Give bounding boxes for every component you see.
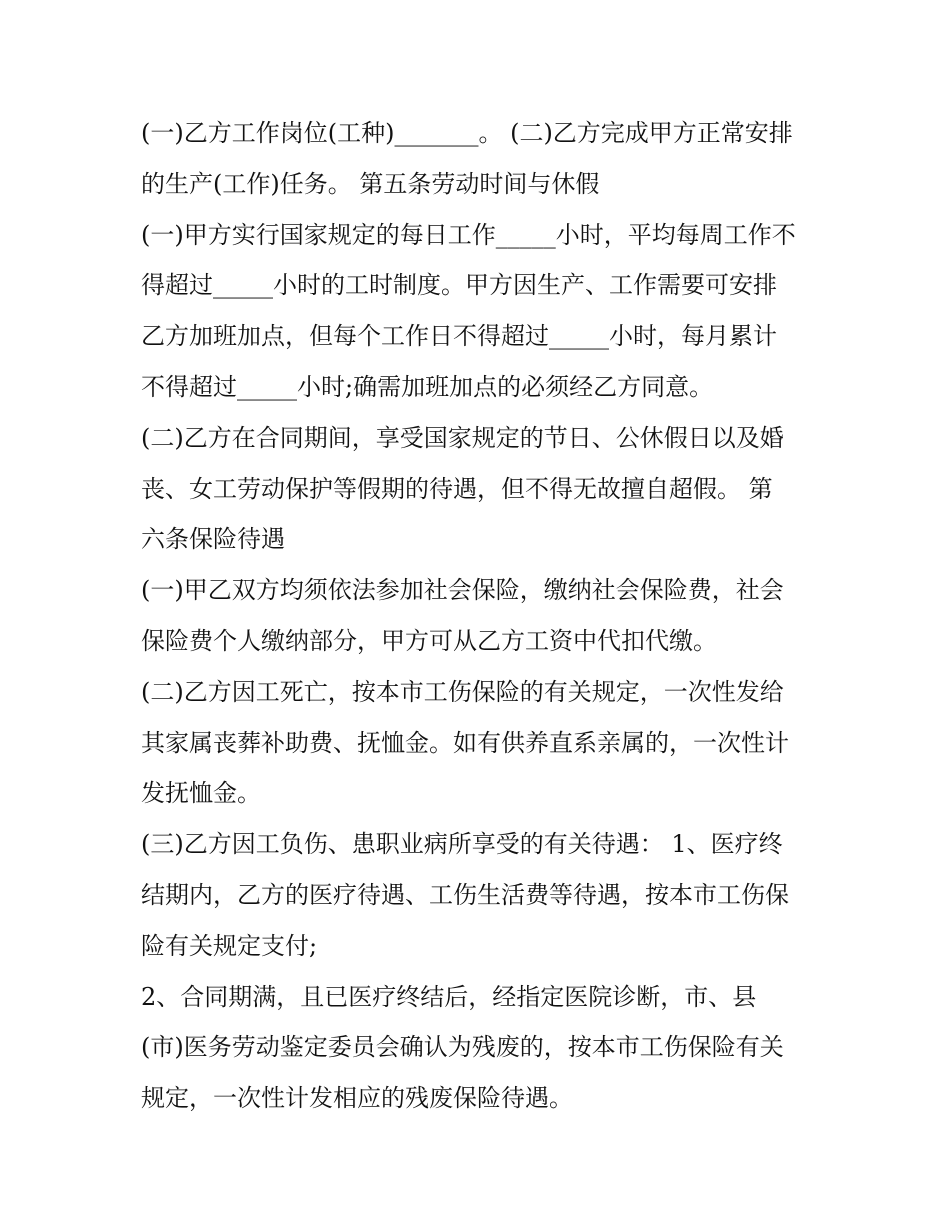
text-line: 六条保险待遇 xyxy=(141,525,285,554)
text-line: (市)医务劳动鉴定委员会确认为残废的，按本市工伤保险有关 xyxy=(141,1033,784,1062)
text-line: (三)乙方因工负伤、患职业病所享受的有关待遇： 1、医疗终 xyxy=(141,830,783,859)
text-line: 乙方加班加点，但每个工作日不得超过_____小时，每月累计 xyxy=(141,322,777,351)
text-line: 的生产(工作)任务。 第五条劳动时间与休假 xyxy=(141,169,600,198)
text-line: (一)乙方工作岗位(工种)_______。 (二)乙方完成甲方正常安排 xyxy=(141,119,793,147)
text-line: 其家属丧葬补助费、抚恤金。如有供养直系亲属的，一次性计 xyxy=(141,728,789,757)
text-line: 结期内，乙方的医疗待遇、工伤生活费等待遇，按本市工伤保 xyxy=(141,880,789,909)
text-line: (一)甲乙双方均须依法参加社会保险，缴纳社会保险费，社会 xyxy=(141,576,784,605)
text-line: 规定，一次性计发相应的残废保险待遇。 xyxy=(141,1084,573,1113)
text-line: 险有关规定支付; xyxy=(141,931,318,960)
text-line: (二)乙方在合同期间，享受国家规定的节日、公休假日以及婚 xyxy=(141,423,784,452)
text-line: 发抚恤金。 xyxy=(141,779,261,808)
text-line: 保险费个人缴纳部分，甲方可从乙方工资中代扣代缴。 xyxy=(141,626,717,655)
text-line: 得超过_____小时的工时制度。甲方因生产、工作需要可安排 xyxy=(141,271,777,300)
text-line: (二)乙方因工死亡，按本市工伤保险的有关规定，一次性发给 xyxy=(141,677,784,706)
text-line: (一)甲方实行国家规定的每日工作_____小时，平均每周工作不 xyxy=(141,220,796,249)
text-line: 丧、女工劳动保护等假期的待遇，但不得无故擅自超假。 第 xyxy=(141,474,773,503)
contract-text xyxy=(141,108,821,1124)
text-line: 不得超过_____小时;确需加班加点的必须经乙方同意。 xyxy=(141,372,714,401)
text-line: 2、合同期满，且已医疗终结后，经指定医院诊断，市、县 xyxy=(141,982,757,1011)
